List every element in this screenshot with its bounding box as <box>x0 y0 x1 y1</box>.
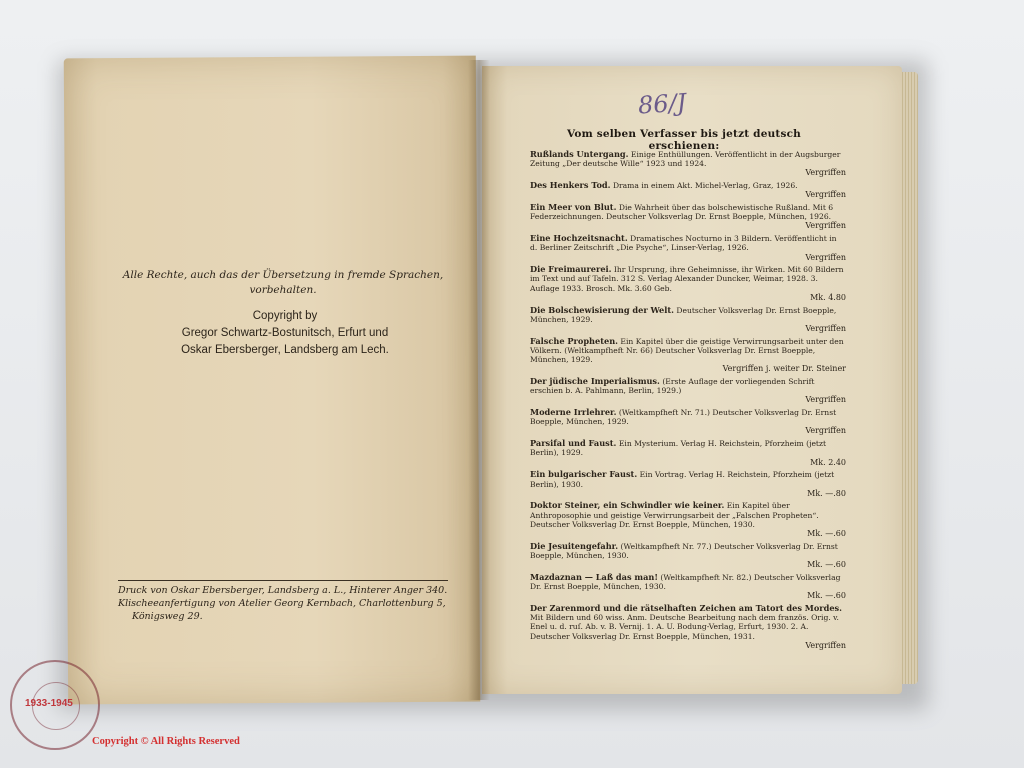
bibliography-entry <box>530 439 846 467</box>
entry-status: Vergriffen <box>805 426 846 436</box>
bibliography-entry <box>530 470 846 498</box>
entry-status: Mk. 2.40 <box>810 457 846 467</box>
entry-text: (Erste Auflage der vorliegenden Schrift erschien b. A. Pahlmann, Berlin, 1929.) <box>530 376 815 396</box>
entry-text: Ein Mysterium. Verlag H. Reichstein, Pforzheim (jetzt Berlin), 1929. <box>530 439 827 458</box>
entry-title: Mazdaznan — Laß das man! <box>530 571 658 582</box>
entry-text: Mit Bildern und 60 wiss. Anm. Deutsche Bearbeitung nach dem französ. Orig. v. Enel u. d. ruſ. Ab. v. B. Vernij. 1. A. U. Bodung-Verlag, Erfurt, 1930. 2. A. Deutscher Volksverlag Dr. Ernst Boepple, München, 1931. <box>530 613 839 641</box>
bibliography-entry <box>530 203 846 231</box>
entry-text: Ein Vortrag. Verlag H. Reichstein, Pforzheim (jetzt Berlin), 1930. <box>530 470 835 489</box>
watermark-seal <box>10 660 100 750</box>
entry-title: Parsifal und Faust. <box>530 438 617 449</box>
bibliography-entry <box>530 542 846 570</box>
entry-text: Ihr Ursprung, ihre Geheimnisse, ihr Wirken. Mit 60 Bildern im Text und auf Tafeln. 312 S. Verlag Alexander Duncker, Weimar, 1928. 3. Auflage 1933. Brosch. Mk. 3.60 Geb. <box>530 265 844 293</box>
entry-status: Mk. 4.80 <box>810 292 846 302</box>
entry-title: Doktor Steiner, ein Schwindler wie keiner. <box>530 500 725 511</box>
entry-title: Des Henkers Tod. <box>530 180 611 191</box>
entry-text: Einige Enthüllungen. Veröffentlicht in der Augsburger Zeitung „Der deutsche Wille“ 1923 und 1924. <box>530 150 841 169</box>
entry-text: Die Wahrheit über das bolschewistische Rußland. Mit 6 Federzeichnungen. Deutscher Volksverlag Dr. Ernst Boepple, München, 1926. <box>530 203 834 222</box>
entry-text: (Weltkampfheft Nr. 71.) Deutscher Volksverlag Dr. Ernst Boepple, München, 1929. <box>530 408 837 427</box>
entry-status: Vergriffen <box>805 221 846 231</box>
watermark-years: 1933-1945 <box>25 698 73 709</box>
entry-text: Dramatisches Nocturno in 3 Bildern. Veröffentlicht in d. Berliner Zeitschrift „Die Psyche“, Linser-Verlag, 1926. <box>530 234 837 253</box>
handwritten-note: 86/J <box>637 88 688 120</box>
bibliography-entry <box>530 306 846 334</box>
bibliography-entry <box>530 337 846 374</box>
entry-text: Drama in einem Akt. Michel-Verlag, Graz, 1926. <box>612 181 798 191</box>
entry-text: Ein Kapitel über Anthroposophie und geistige Verwirrungsarbeit der „Falschen Propheten“. Deutscher Volksverlag Dr. Ernst Boepple, München, 1930. <box>530 501 819 529</box>
bibliography-entry <box>530 234 846 262</box>
entry-title: Die Freimaurerei. <box>530 264 612 275</box>
bibliography-entry <box>530 501 846 538</box>
copyright-title: Copyright by <box>252 310 318 322</box>
entry-status: Mk. —.60 <box>807 560 846 570</box>
entry-status: Mk. —.60 <box>807 591 846 601</box>
entry-text: Ein Kapitel über die geistige Verwirrungsarbeit unter den Völkern. (Weltkampfheft Nr. 66) Deutscher Volksverlag Dr. Ernst Boepple, München, 1929. <box>530 336 844 365</box>
book-gutter <box>468 60 490 700</box>
entry-status: Vergriffen <box>805 640 846 650</box>
entry-title: Der jüdische Imperialismus. <box>530 375 660 386</box>
entry-status: Vergriffen <box>805 323 846 333</box>
entry-text: (Weltkampfheft Nr. 77.) Deutscher Volksverlag Dr. Ernst Boepple, München, 1930. <box>530 541 838 560</box>
entry-status: Vergriffen <box>805 190 846 200</box>
entry-title: Ein bulgarischer Faust. <box>530 469 638 480</box>
entry-status: Vergriffen <box>805 395 846 405</box>
bibliography-heading: Vom selben Verfasser bis jetzt deutsch erschienen: <box>567 128 801 152</box>
bibliography-entry <box>530 265 846 302</box>
entry-title: Rußlands Untergang. <box>530 149 629 159</box>
entry-title: Die Jesuitengefahr. <box>530 540 619 551</box>
entry-title: Eine Hochzeitsnacht. <box>530 233 628 244</box>
rights-reserved-text: Alle Rechte, auch das der Übersetzung in fremde Sprachen, vorbehalten. <box>122 269 444 296</box>
entry-title: Ein Meer von Blut. <box>530 202 617 213</box>
bibliography-entry <box>530 604 846 650</box>
entry-status: Vergriffen j. weiter Dr. Steiner <box>722 364 846 374</box>
printer-line-1: Druck von Oskar Ebersberger, Landsberg a. L., Hinterer Anger 340. <box>118 585 448 596</box>
entry-status: Mk. —.80 <box>807 488 846 498</box>
bibliography-entry <box>530 181 846 199</box>
page-edges <box>900 72 918 684</box>
bibliography-entry <box>530 150 846 178</box>
entry-title: Die Bolschewisierung der Welt. <box>530 304 674 315</box>
printer-line-2: Klischeeanfertigung von Atelier Georg Kernbach, Charlottenburg 5, <box>118 598 446 609</box>
copyright-block <box>150 308 420 359</box>
bibliography-list <box>530 150 846 653</box>
bibliography-entry <box>530 408 846 436</box>
entry-status: Mk. —.60 <box>807 529 846 539</box>
bibliography-entry <box>530 377 846 405</box>
entry-title: Der Zarenmord und die rätselhaften Zeichen am Tatort des Mordes. <box>530 602 843 613</box>
printer-info <box>118 584 452 623</box>
entry-status: Vergriffen <box>805 168 846 178</box>
printer-line-3: Königsweg 29. <box>132 611 203 622</box>
bibliography-entry <box>530 573 846 601</box>
entry-title: Moderne Irrlehrer. <box>530 407 617 418</box>
copyright-line-1: Gregor Schwartz-Bostunitsch, Erfurt und <box>181 327 389 339</box>
printer-rule <box>118 580 448 581</box>
entry-status: Vergriffen <box>805 252 846 262</box>
entry-text: Deutscher Volksverlag Dr. Ernst Boepple, München, 1929. <box>530 305 837 324</box>
copyright-line-2: Oskar Ebersberger, Landsberg am Lech. <box>181 344 389 356</box>
copyright-notice: Copyright © All Rights Reserved <box>92 736 240 747</box>
entry-text: (Weltkampfheft Nr. 82.) Deutscher Volksverlag Dr. Ernst Boepple, München, 1930. <box>530 572 841 592</box>
entry-title: Falsche Propheten. <box>530 335 618 346</box>
